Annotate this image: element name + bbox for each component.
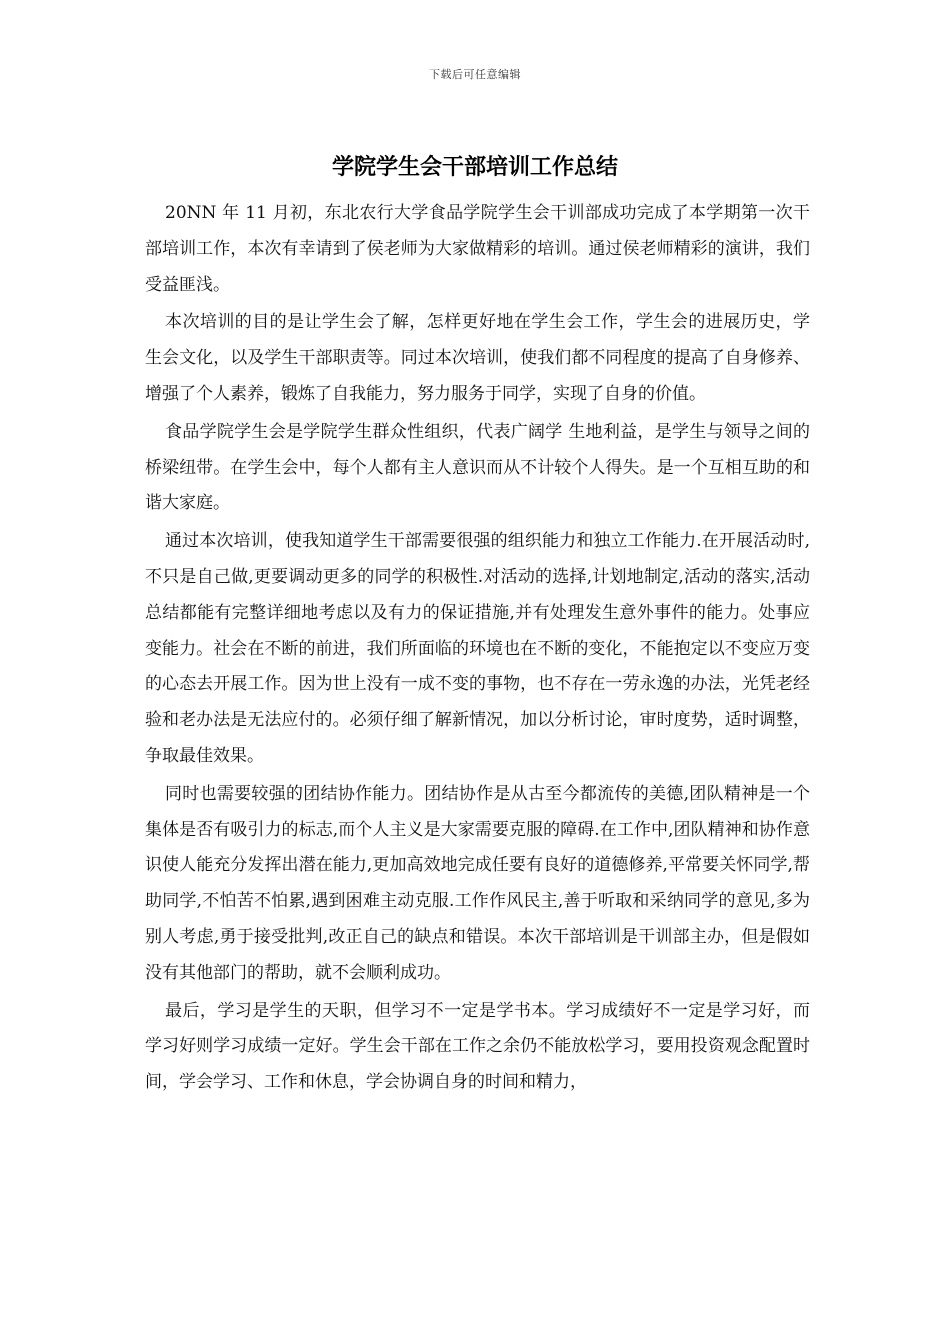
- paragraph: 本次培训的目的是让学生会了解，怎样更好地在学生会工作，学生会的进展历史，学生会文化，以及学生干部职责等。同过本次培训，使我们都不同程度的提高了自身修养、增强了个人素养，锻炼了自我能力，努力服务于同学，实现了自身的价值。: [145, 312, 810, 404]
- page-header-note: 下载后可任意编辑: [429, 68, 521, 81]
- paragraph: 通过本次培训，使我知道学生干部需要很强的组织能力和独立工作能力.在开展活动时,不只是自己做,更要调动更多的同学的积极性.对活动的选择,计划地制定,活动的落实,活动总结都能有完整详细地考虑以及有力的保证措施,并有处理发生意外事件的能力。处事应变能力。社会在不断的前进，我们所面临的环境也在不断的变化，不能抱定以不变应万变的心态去开展工作。因为世上没有一成不变的事物，也不存在一劳永逸的办法，光凭老经验和老办法是无法应付的。必须仔细了解新情况，加以分析讨论，审时度势，适时调整，争取最佳效果。: [145, 531, 810, 766]
- paragraph: 食品学院学生会是学院学生群众性组织，代表广阔学 生地利益，是学生与领导之间的桥梁纽带。在学生会中，每个人都有主人意识而从不计较个人得失。是一个互相互助的和谐大家庭。: [145, 421, 810, 514]
- paragraph: 最后，学习是学生的天职，但学习不一定是学书本。学习成绩好不一定是学习好，而学习好则学习成绩一定好。学生会干部在工作之余仍不能放松学习，要用投资观念配置时间，学会学习、工作和休息，学会协调自身的时间和精力，: [145, 1000, 810, 1093]
- paragraph: 20NN 年 11 月初，东北农行大学食品学院学生会干训部成功完成了本学期第一次干部培训工作，本次有幸请到了侯老师为大家做精彩的培训。通过侯老师精彩的演讲，我们受益匪浅。: [145, 203, 810, 295]
- document-title: 学院学生会干部培训工作总结: [331, 155, 618, 180]
- document-body: [145, 196, 810, 1103]
- paragraph: 同时也需要较强的团结协作能力。团结协作是从古至今都流传的美德,团队精神是一个集体是否有吸引力的标志,而个人主义是大家需要克服的障碍.在工作中,团队精神和协作意识使人能充分发挥出潜在能力,更加高效地完成任要有良好的道德修养,平常要关怀同学,帮助同学,不怕苦不怕累,遇到困难主动克服.工作作风民主,善于听取和采纳同学的意见,多为别人考虑,勇于接受批判,改正自己的缺点和错误。本次干部培训是干训部主办，但是假如没有其他部门的帮助，就不会顺利成功。: [145, 783, 810, 983]
